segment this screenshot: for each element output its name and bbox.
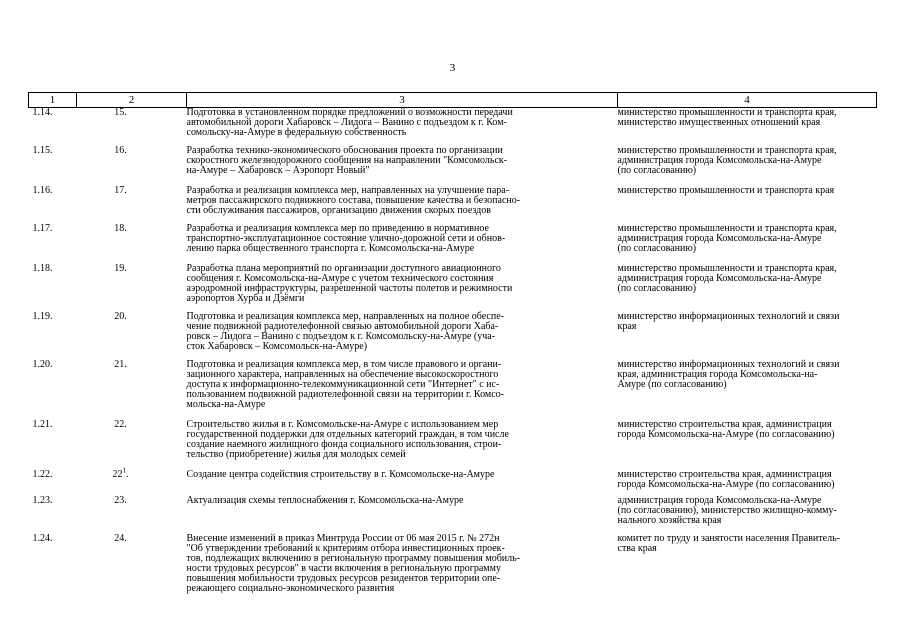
row-index-base: 22 [112,468,123,480]
row-measure-cell [187,186,618,224]
row-executor-text: министерство строительства края, администрация города Комсомольска-на-Амуре (по согласованию) [617,418,835,440]
row-measure-cell [187,534,618,604]
row-number: 1.18. [32,262,53,274]
row-executor-text: министерство промышленности и транспорта края [617,184,835,196]
row-index: 18. [114,222,127,234]
page-number: 3 [449,62,456,74]
header-col-1: 1 [29,93,77,108]
table-row [29,420,877,470]
row-executor-text: министерство промышленности и транспорта края, администрация города Комсомольска-на-Амуре (по согласованию) [617,262,837,294]
row-number: 1.20. [32,358,53,370]
table-row [29,312,877,360]
row-executor-cell [618,534,877,604]
row-executor-text: министерство промышленности и транспорта края, министерство имущественных отношений края [617,107,837,128]
header-row [29,93,877,108]
row-measure-text: Разработка плана мероприятий по организации доступного авиационного сообщения г. Комсомольска-на-Амуре с учетом технического состояния аэродромной инфраструктуры, разрешенной частоты полетов и режимности аэропортов Хурба и Дзёмги [186,262,513,304]
table-row [29,146,877,186]
row-executor-text: министерство информационных технологий и связи края, администрация города Комсомольска-на- Амуре (по согласованию) [617,358,840,390]
row-number: 1.19. [32,310,53,322]
row-index-superscript: 1 [122,466,126,475]
table-row [29,224,877,264]
row-executor-cell [618,420,877,470]
header-col-4: 4 [618,93,877,108]
row-measure-cell [187,360,618,420]
row-measure-cell [187,146,618,186]
table-row [29,186,877,224]
row-index: 19. [114,262,127,274]
row-executor-text: министерство промышленности и транспорта края, администрация города Комсомольска-на-Амуре (по согласованию) [617,144,837,176]
row-index: 17. [114,184,127,196]
row-number: 1.15. [32,144,53,156]
row-number: 1.21. [32,418,53,430]
row-measure-text: Разработка технико-экономического обоснования проекта по организации скоростного железнодорожного сообщения на направлении "Комсомольск- на-Амуре – Хабаровск – Аэропорт Новый" [186,144,508,176]
row-index: 15. [114,107,127,118]
row-executor-cell [618,146,877,186]
table-row [29,534,877,604]
table-row [29,264,877,312]
row-executor-text: министерство промышленности и транспорта края, администрация города Комсомольска-на-Амуре (по согласованию) [617,222,837,254]
row-index: 16. [114,144,127,156]
row-measure-text: Внесение изменений в приказ Минтруда России от 06 мая 2015 г. № 272н "Об утверждении требований к критериям отбора инвестиционных проек- тов, подлежащих включению в региональную программу повышения мобиль- ности трудовых ресурсов" в части включения в региональную программу повышения мобильности трудовых ресурсов резидентов территории опе- режающего социально-экономического развития [186,532,521,594]
row-executor-cell [618,186,877,224]
row-measure-cell [187,312,618,360]
table-row [29,470,877,496]
row-index: 23. [114,494,127,506]
row-index: 22. [114,418,127,430]
row-measure-text: Актуализация схемы теплоснабжения г. Комсомольска-на-Амуре [186,494,464,506]
table-row [29,360,877,420]
row-executor-text: министерство информационных технологий и связи края [617,310,840,332]
row-measure-text: Строительство жилья в г. Комсомольске-на-Амуре с использованием мер государственной поддержки для отдельных категорий граждан, в том числе создание наемного жилищного фонда социального использования, строи- тельство (приобретение) жилья для молодых семей [186,418,509,460]
row-measure-text: Подготовка в установленном порядке предложений о возможности передачи автомобильной дороги Хабаровск – Лидога – Ванино с подъездом к г. Ком- сомольску-на-Амуре в федеральную собственность [186,107,513,138]
row-executor-cell [618,108,877,146]
row-measure-text: Создание центра содействия строительству в г. Комсомольске-на-Амуре [186,468,495,480]
row-number: 1.24. [32,532,53,544]
row-measure-cell [187,470,618,496]
row-executor-cell [618,264,877,312]
row-measure-cell [187,496,618,534]
measures-table [28,92,877,604]
row-number: 1.16. [32,184,53,196]
row-executor-cell [618,496,877,534]
table-row [29,496,877,534]
header-col-2: 2 [77,93,187,108]
row-executor-cell [618,470,877,496]
row-measure-cell [187,264,618,312]
row-number: 1.22. [32,468,53,480]
row-index [77,466,187,496]
row-measure-text: Подготовка и реализация комплекса мер, в том числе правового и органи- зационного характера, направленных на обеспечение высокоскоростного доступа к информационно-телекоммуникационной сети "Интернет" с ис- пользованием подвижной радиотелефонной связи на территории г. Комсо- мольска-на-Амуре [186,358,505,410]
table-row [29,108,877,146]
row-number: 1.17. [32,222,53,234]
row-number: 1.14. [32,107,53,118]
header-col-3: 3 [187,93,618,108]
row-executor-text: администрация города Комсомольска-на-Амуре (по согласованию), министерство жилищно-комму- нального хозяйства края [617,494,837,526]
row-index: 20. [114,310,127,322]
row-measure-text: Разработка и реализация комплекса мер по приведению в нормативное транспортно-эксплуатационное состояние улично-дорожной сети и обнов- лению парка общественного транспорта г. Комсомольска-на-Амуре [186,222,506,254]
row-executor-cell [618,312,877,360]
row-number: 1.23. [32,494,53,506]
row-index-suffix: . [126,468,129,480]
row-measure-text: Разработка и реализация комплекса мер, направленных на улучшение пара- метров пассажирского подвижного состава, повышение качества и безопасно- сти обслуживания пассажиров, организацию движения скорых поездов [186,184,521,216]
row-executor-cell [618,224,877,264]
table-body [29,108,877,604]
row-measure-cell [187,224,618,264]
row-index: 21. [114,358,127,370]
row-executor-text: министерство строительства края, администрация города Комсомольска-на-Амуре (по согласованию) [617,468,835,490]
table-header [29,93,877,108]
row-measure-text: Подготовка и реализация комплекса мер, направленных на полное обеспе- чение подвижной радиотелефонной связью автомобильной дороги Хаба- ровск – Лидога – Ванино с подъездом к г. Комсомольску-на-Амуре (уча- сток Хабаровск – Комсомольск-на-Амуре) [186,310,504,352]
row-index: 24. [114,532,127,544]
row-executor-text: комитет по труду и занятости населения Правитель- ства края [617,532,840,554]
row-measure-cell [187,420,618,470]
row-executor-cell [618,360,877,420]
row-measure-cell [187,108,618,146]
